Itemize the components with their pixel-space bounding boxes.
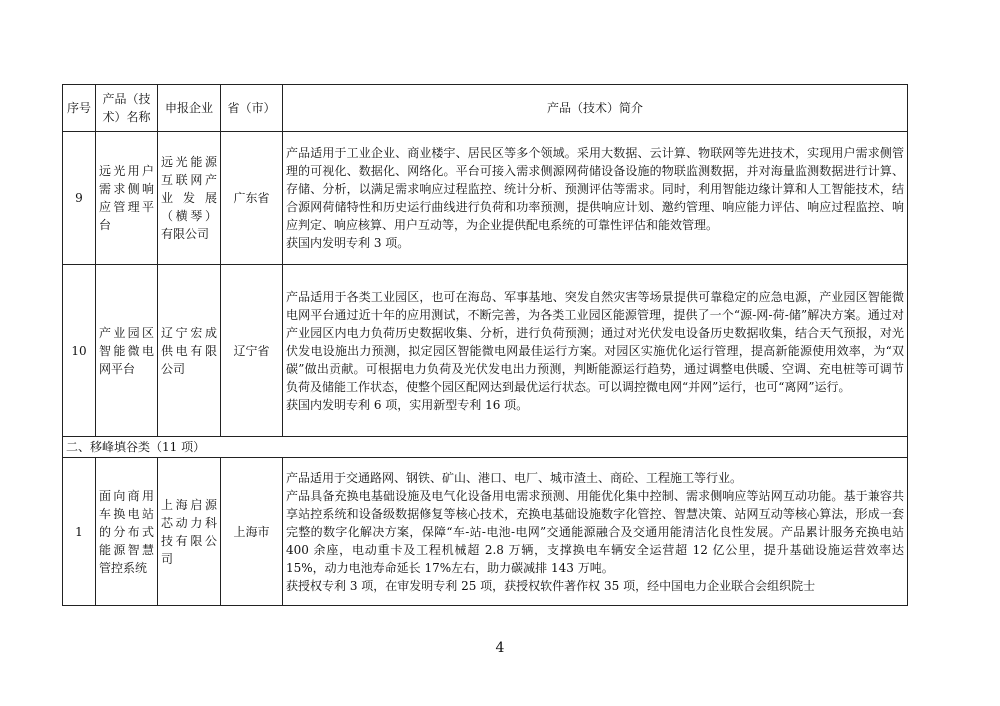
row-intro [283, 132, 908, 265]
intro-paragraph: 产品具备充换电基础设施及电气化设备用电需求预测、用能优化集中控制、需求侧响应等站网互动功能。基于兼容共享站控系统和设备级数据修复等核心技术，充换电基础设施数字化管控、智慧决策、站网互动等核心算法，形成一套完整的数字化解决方案，保障“车-站-电池-电网”交通能源融合及交通用能清洁化良性发展。产品累计服务充换电站 400 余座，电动重卡及工程机械超 2.8 万辆，支撑换电车辆安全运营超 12 亿公里，提升基础设施运营效率达 15%，动力电池寿命延长 17%左右，助力碳减排 143 万吨。 [286, 488, 904, 575]
intro-patents: 获国内发明专利 6 项，实用新型专利 16 项。 [286, 397, 529, 412]
category-row [63, 437, 908, 458]
product-table [62, 84, 908, 606]
row-province: 辽宁省 [221, 265, 283, 437]
row-product-name: 面向商用车换电站的分布式能源智慧管控系统 [96, 458, 158, 606]
row-province: 广东省 [221, 132, 283, 265]
table-row [63, 458, 908, 606]
row-enterprise: 辽宁宏成供电有限公司 [158, 265, 221, 437]
row-index: 9 [63, 132, 96, 265]
intro-scope: 产品适用于交通路网、钢铁、矿山、港口、电厂、城市渣土、商砼、工程施工等行业。 [286, 470, 743, 485]
row-index: 1 [63, 458, 96, 606]
header-product: 产品（技术）名称 [96, 85, 158, 132]
row-intro [283, 265, 908, 437]
row-enterprise: 上海启源芯动力科技有限公司 [158, 458, 221, 606]
intro-patents: 获授权专利 3 项，在审发明专利 25 项，获授权软件著作权 35 项，经中国电力企业联合会组织院士 [286, 578, 816, 593]
header-enterprise: 申报企业 [158, 85, 221, 132]
intro-paragraph: 产品适用于各类工业园区，也可在海岛、军事基地、突发自然灾害等场景提供可靠稳定的应急电源，产业园区智能微电网平台通过近十年的应用测试，不断完善，为各类工业园区能源管理，提供了一个“源-网-荷-储”解决方案。通过对产业园区内电力负荷历史数据收集、分析，进行负荷预测；通过对光伏发电设备历史数据收集，结合天气预报，对光伏发电设施出力预测，拟定园区智能微电网最佳运行方案。对园区实施优化运行管理，提高新能源使用效率，为“双碳”做出贡献。可根据电力负荷及光伏发电出力预测，判断能源运行趋势，通过调整电供暖、空调、充电桩等可调节负荷及储能工作状态，使整个园区配网达到最优运行状态。可以调控微电网“并网”运行，也可“离网”运行。 [286, 289, 904, 394]
table-header-row [63, 85, 908, 132]
row-enterprise: 远光能源互联网产业发展（横琴）有限公司 [158, 132, 221, 265]
category-title: 二、移峰填谷类（11 项） [63, 437, 908, 458]
table-row [63, 265, 908, 437]
intro-paragraph: 产品适用于工业企业、商业楼宇、居民区等多个领域。采用大数据、云计算、物联网等先进技术，实现用户需求侧管理的可视化、数据化、网络化。平台可接入需求侧源网荷储设备设施的物联监测数据，并对海量监测数据进行计算、存储、分析，以满足需求响应过程监控、统计分析、预测评估等需求。同时，利用智能边缘计算和人工智能技术，结合源网荷储特性和历史运行曲线进行负荷和功率预测，提供响应计划、邀约管理、响应能力评估、响应过程监控、响应判定、响应核算、用户互动等，为企业提供配电系统的可靠性评估和能效管理。 [286, 146, 904, 232]
header-intro: 产品（技术）简介 [283, 85, 908, 132]
row-product-name: 产业园区智能微电网平台 [96, 265, 158, 437]
row-index: 10 [63, 265, 96, 437]
row-province: 上海市 [221, 458, 283, 606]
row-intro [283, 458, 908, 606]
header-index: 序号 [63, 85, 96, 132]
table-row [63, 132, 908, 265]
header-province: 省（市） [221, 85, 283, 132]
intro-patents: 获国内发明专利 3 项。 [286, 236, 410, 250]
row-product-name: 远光用户需求侧响应管理平台 [96, 132, 158, 265]
page-number: 4 [495, 640, 505, 656]
